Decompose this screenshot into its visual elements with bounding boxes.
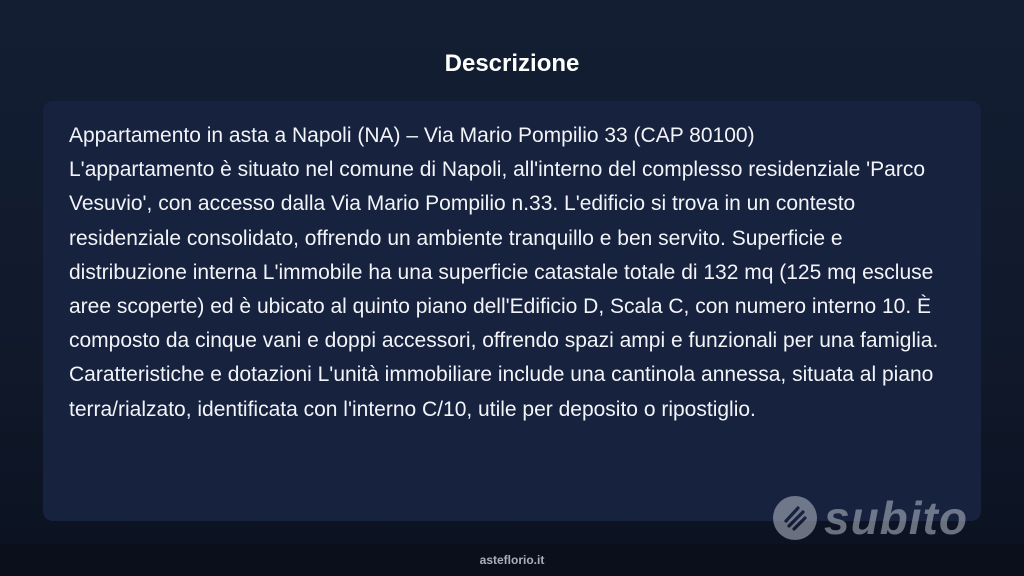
description-text: Appartamento in asta a Napoli (NA) – Via Mario Pompilio 33 (CAP 80100) L'appartamento è situato nel comune di Napoli, all'interno del complesso residenziale 'Parco Vesuvio', con accesso dalla Via Mario Pompilio n.33. L'edificio si trova in un contesto residenziale consolidato, offrendo un ambiente tranquillo e ben servito. Superficie e distribuzione interna L'immobile ha una superficie catastale totale di 132 mq (125 mq escluse aree scoperte) ed è ubicato al quinto piano dell'Edificio D, Scala C, con numero interno 10. È composto da cinque vani e doppi accessori, offrendo spazi ampi e funzionali per una famiglia. Caratteristiche e dotazioni L'unità immobiliare include una cantinola annessa, situata al piano terra/rialzato, identificata con l'interno C/10, utile per deposito o ripostiglio. [69, 124, 939, 421]
subito-wordmark: subito [824, 492, 968, 544]
subito-logo-icon [772, 495, 818, 541]
subito-watermark [772, 490, 968, 546]
page-title: Descrizione [444, 50, 580, 77]
footer-bar [0, 544, 1024, 576]
footer-site-link[interactable]: asteflorio.it [479, 553, 545, 567]
description-card [43, 101, 981, 521]
